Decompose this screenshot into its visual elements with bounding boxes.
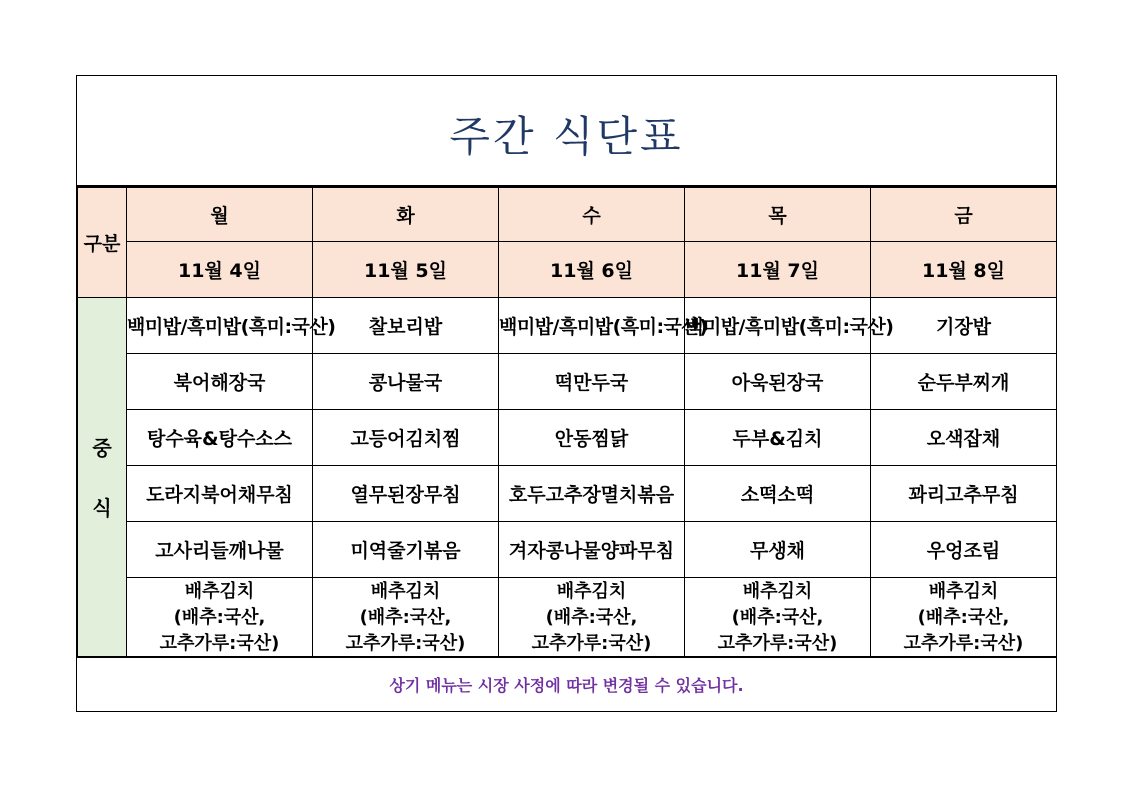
day-header-tue: 화 (313, 188, 499, 242)
menu-cell: 순두부찌개 (871, 354, 1057, 410)
kimchi-cell (871, 578, 1057, 658)
menu-cell: 무생채 (685, 522, 871, 578)
kimchi-origin-1: (배추:국산, (173, 606, 266, 628)
menu-row-rice (78, 298, 1057, 354)
menu-cell: 우엉조림 (871, 522, 1057, 578)
menu-cell: 백미밥/흑미밥(흑미:국산) (685, 298, 871, 354)
menu-cell: 고사리들깨나물 (127, 522, 313, 578)
menu-cell: 꽈리고추무침 (871, 466, 1057, 522)
day-header-fri: 금 (871, 188, 1057, 242)
kimchi-cell (499, 578, 685, 658)
menu-table (77, 187, 1057, 658)
kimchi-origin-1: (배추:국산, (359, 606, 452, 628)
date-header-fri: 11월 8일 (871, 242, 1057, 298)
menu-cell: 미역줄기볶음 (313, 522, 499, 578)
kimchi-name: 배추김치 (928, 580, 999, 602)
kimchi-cell (685, 578, 871, 658)
menu-row-main (78, 410, 1057, 466)
notice-row (77, 656, 1056, 711)
kimchi-origin-2: 고추가루:국산) (159, 632, 280, 654)
kimchi-name: 배추김치 (184, 580, 255, 602)
kimchi-origin-2: 고추가루:국산) (345, 632, 466, 654)
menu-cell: 북어해장국 (127, 354, 313, 410)
date-header-mon: 11월 4일 (127, 242, 313, 298)
kimchi-origin-2: 고추가루:국산) (903, 632, 1024, 654)
kimchi-cell (127, 578, 313, 658)
menu-cell: 겨자콩나물양파무침 (499, 522, 685, 578)
menu-cell: 도라지북어채무침 (127, 466, 313, 522)
menu-cell: 아욱된장국 (685, 354, 871, 410)
kimchi-name: 배추김치 (742, 580, 813, 602)
menu-cell: 떡만두국 (499, 354, 685, 410)
menu-cell: 안동찜닭 (499, 410, 685, 466)
menu-sheet (76, 75, 1057, 712)
menu-cell: 탕수육&탕수소스 (127, 410, 313, 466)
menu-cell: 백미밥/흑미밥(흑미:국산) (127, 298, 313, 354)
kimchi-name: 배추김치 (556, 580, 627, 602)
day-header-thu: 목 (685, 188, 871, 242)
day-header-wed: 수 (499, 188, 685, 242)
date-header-wed: 11월 6일 (499, 242, 685, 298)
notice-text: 상기 메뉴는 시장 사정에 따라 변경될 수 있습니다. (389, 676, 744, 695)
kimchi-origin-1: (배추:국산, (731, 606, 824, 628)
lunch-label-char-2: 식 (92, 495, 112, 520)
menu-cell: 소떡소떡 (685, 466, 871, 522)
date-header-tue: 11월 5일 (313, 242, 499, 298)
date-header-thu: 11월 7일 (685, 242, 871, 298)
day-header-row (78, 188, 1057, 242)
kimchi-origin-1: (배추:국산, (545, 606, 638, 628)
day-header-mon: 월 (127, 188, 313, 242)
menu-cell: 호두고추장멸치볶음 (499, 466, 685, 522)
menu-cell: 기장밥 (871, 298, 1057, 354)
menu-row-side2 (78, 522, 1057, 578)
kimchi-cell (313, 578, 499, 658)
kimchi-name: 배추김치 (370, 580, 441, 602)
menu-cell: 두부&김치 (685, 410, 871, 466)
lunch-section-label (78, 298, 127, 658)
category-header: 구분 (78, 188, 127, 298)
date-header-row (78, 242, 1057, 298)
lunch-label-char-1: 중 (92, 435, 112, 460)
menu-cell: 고등어김치찜 (313, 410, 499, 466)
kimchi-origin-2: 고추가루:국산) (531, 632, 652, 654)
menu-cell: 찰보리밥 (313, 298, 499, 354)
title-row (77, 76, 1056, 187)
kimchi-origin-2: 고추가루:국산) (717, 632, 838, 654)
menu-cell: 열무된장무침 (313, 466, 499, 522)
menu-row-soup (78, 354, 1057, 410)
page-title: 주간 식단표 (449, 111, 684, 161)
menu-cell: 오색잡채 (871, 410, 1057, 466)
menu-cell: 콩나물국 (313, 354, 499, 410)
menu-row-side1 (78, 466, 1057, 522)
menu-cell: 백미밥/흑미밥(흑미:국산) (499, 298, 685, 354)
kimchi-origin-1: (배추:국산, (917, 606, 1010, 628)
menu-row-kimchi (78, 578, 1057, 658)
